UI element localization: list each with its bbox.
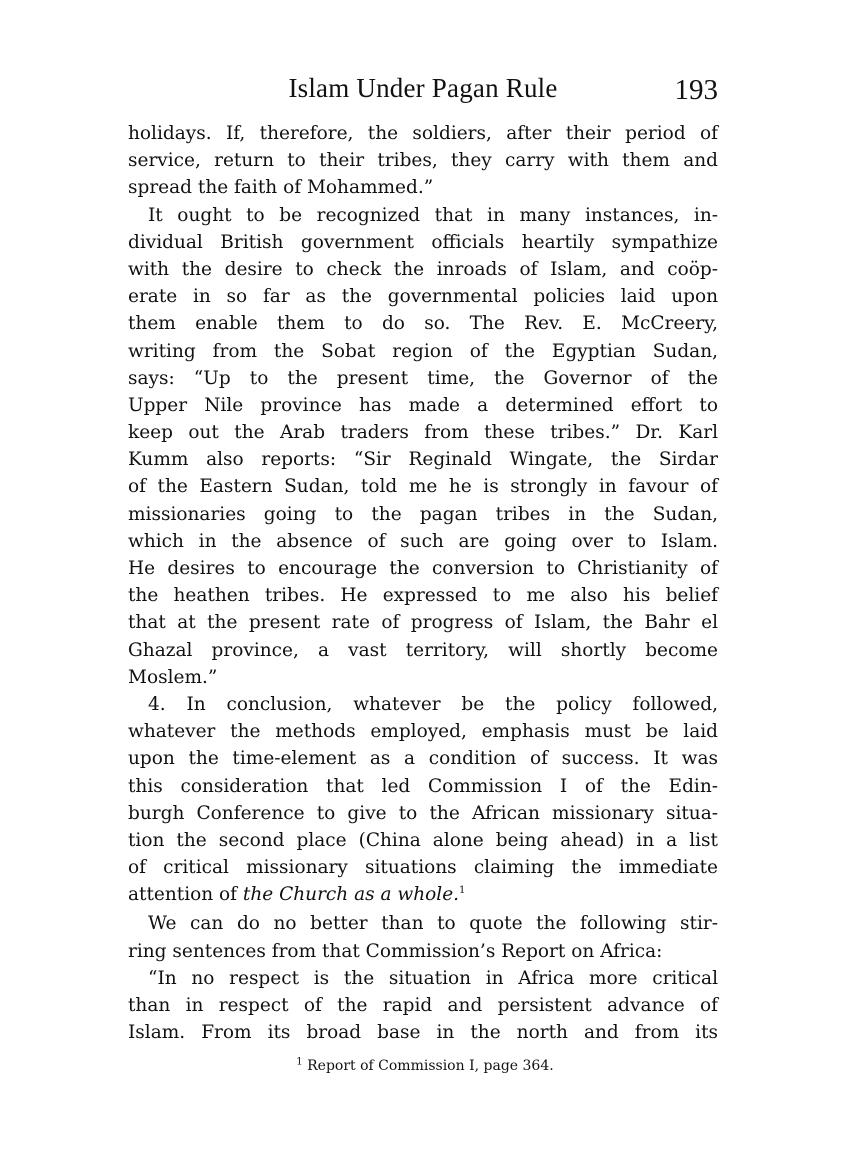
text-line: upon the time-element as a condition of success. It was <box>128 748 718 770</box>
text-line: holidays. If, therefore, the soldiers, after their period of <box>128 123 718 144</box>
text-line: Islam. From its broad base in the north and from its <box>128 1022 718 1044</box>
italic-phrase: the Church as a whole. <box>242 884 460 906</box>
text-fragment: attention of <box>128 884 243 906</box>
text-line: Upper Nile province has made a determined effort to <box>128 394 718 416</box>
text-line: burgh Conference to give to the African missionary situa- <box>128 802 718 824</box>
text-line: He desires to encourage the conversion to Christianity of <box>128 558 718 579</box>
footnote-marker: 1 <box>296 1056 303 1068</box>
footnote-text: Report of Commission I, page 364. <box>302 1058 554 1074</box>
page-header <box>128 72 718 112</box>
text-line: tion the second place (China alone being ahead) in a list <box>128 829 718 851</box>
text-line: service, return to their tribes, they carry with them and <box>128 150 718 172</box>
footnote <box>0 1056 850 1076</box>
text-line: whatever the methods employed, emphasis must be laid <box>128 721 718 743</box>
text-line: We can do no better than to quote the following stir- <box>148 913 718 935</box>
text-line: that at the present rate of progress of Islam, the Bahr el <box>128 612 718 634</box>
text-line: them enable them to do so. The Rev. E. McCreery, <box>128 313 718 335</box>
text-line: “In no respect is the situation in Africa more critical <box>148 967 718 989</box>
text-line: Kumm also reports: “Sir Reginald Wingate, the Sirdar <box>128 449 718 471</box>
text-line: says: “Up to the present time, the Governor of the <box>128 367 718 389</box>
text-line: Moslem.” <box>128 666 218 688</box>
text-line: erate in so far as the governmental policies laid upon <box>128 286 718 308</box>
text-line: spread the faith of Mohammed.” <box>128 177 434 199</box>
text-line: of critical missionary situations claiming the immediate <box>128 857 718 879</box>
text-line: dividual British government officials heartily sympathize <box>128 231 718 253</box>
running-title: Islam Under Pagan Rule <box>288 73 558 103</box>
text-line: the heathen tribes. He expressed to me also his belief <box>128 585 718 607</box>
text-line: 4. In conclusion, whatever be the policy followed, <box>148 693 718 715</box>
text-line: Ghazal province, a vast territory, will shortly become <box>128 639 718 661</box>
body-text <box>128 120 718 1046</box>
text-line: this consideration that led Commission I of the Edin- <box>128 775 718 797</box>
text-line: of the Eastern Sudan, told me he is strongly in favour of <box>128 476 718 498</box>
text-line: which in the absence of such are going over to Islam. <box>128 530 718 552</box>
page-number: 193 <box>674 74 718 106</box>
footnote-reference: 1 <box>459 885 466 897</box>
text-line: with the desire to check the inroads of Islam, and coöp- <box>128 258 718 280</box>
text-line: missionaries going to the pagan tribes in the Sudan, <box>128 503 718 525</box>
text-line: It ought to be recognized that in many instances, in- <box>148 204 718 226</box>
text-line: than in respect of the rapid and persistent advance of <box>128 995 718 1016</box>
text-line: ring sentences from that Commission’s Report on Africa: <box>128 940 663 962</box>
text-line <box>128 881 718 908</box>
text-line: writing from the Sobat region of the Egyptian Sudan, <box>128 340 718 362</box>
text-line: keep out the Arab traders from these tribes.” Dr. Karl <box>128 422 718 444</box>
